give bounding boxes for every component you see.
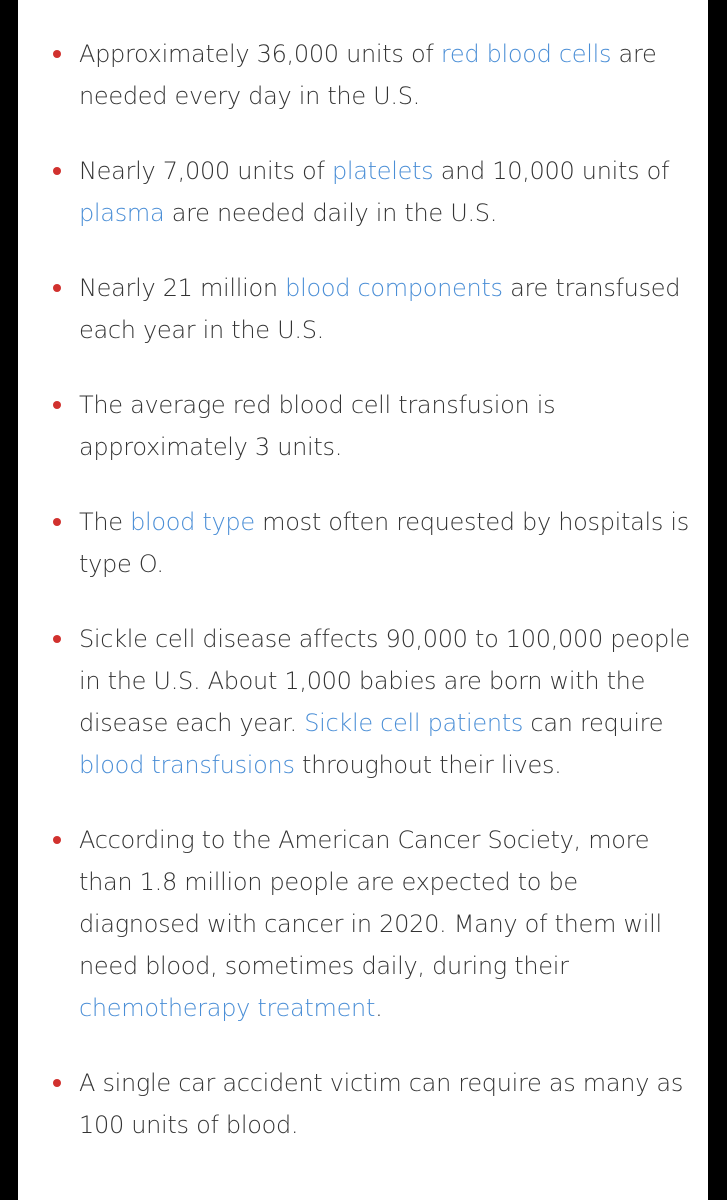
fact-link[interactable]: red blood cells xyxy=(440,40,612,68)
fact-list-item xyxy=(18,819,708,1029)
fact-list-item xyxy=(18,267,708,351)
fact-link[interactable]: chemotherapy treatment xyxy=(79,994,376,1022)
fact-text: Nearly 7,000 units of xyxy=(79,157,332,185)
fact-list-item xyxy=(18,33,708,117)
fact-text: Approximately 36,000 units of xyxy=(79,40,441,68)
fact-text: According to the American Cancer Society, more than 1.8 million people are expected to be diagnosed with cancer in 2020. Many of them will need blood, sometimes daily, during their xyxy=(79,826,662,980)
fact-text: Nearly 21 million xyxy=(79,274,286,302)
fact-link[interactable]: plasma xyxy=(79,199,165,227)
fact-list-item xyxy=(18,384,708,468)
fact-text: can require xyxy=(523,709,664,737)
fact-list-item xyxy=(18,1062,708,1146)
fact-link[interactable]: platelets xyxy=(331,157,434,185)
fact-link[interactable]: blood components xyxy=(285,274,503,302)
fact-list-item xyxy=(18,150,708,234)
fact-link[interactable]: Sickle cell patients xyxy=(304,709,524,737)
bullet-icon xyxy=(53,50,61,58)
bullet-icon xyxy=(53,1079,61,1087)
fact-text: and 10,000 units of xyxy=(433,157,670,185)
fact-text: A single car accident victim can require as many as 100 units of blood. xyxy=(79,1069,684,1139)
fact-text: are transfused each year in the U.S. xyxy=(79,274,681,344)
bullet-icon xyxy=(53,836,61,844)
blood-facts-list xyxy=(18,33,708,1179)
fact-text: most often requested by hospitals is type O. xyxy=(79,508,690,578)
fact-text: . xyxy=(375,994,383,1022)
bullet-icon xyxy=(53,635,61,643)
fact-list-item xyxy=(18,501,708,585)
fact-text: are needed daily in the U.S. xyxy=(164,199,498,227)
bullet-icon xyxy=(53,518,61,526)
fact-text: The xyxy=(79,508,131,536)
fact-text: are needed every day in the U.S. xyxy=(79,40,657,110)
fact-link[interactable]: blood transfusions xyxy=(79,751,295,779)
bullet-icon xyxy=(53,167,61,175)
fact-list-item xyxy=(18,618,708,786)
fact-text: Sickle cell disease affects 90,000 to 100,000 people in the U.S. About 1,000 babies are born with the disease each year. xyxy=(79,625,690,737)
fact-text: throughout their lives. xyxy=(294,751,562,779)
bullet-icon xyxy=(53,284,61,292)
fact-link[interactable]: blood type xyxy=(130,508,255,536)
article-page xyxy=(18,0,708,1200)
bullet-icon xyxy=(53,401,61,409)
fact-text: The average red blood cell transfusion is approximately 3 units. xyxy=(79,391,556,461)
